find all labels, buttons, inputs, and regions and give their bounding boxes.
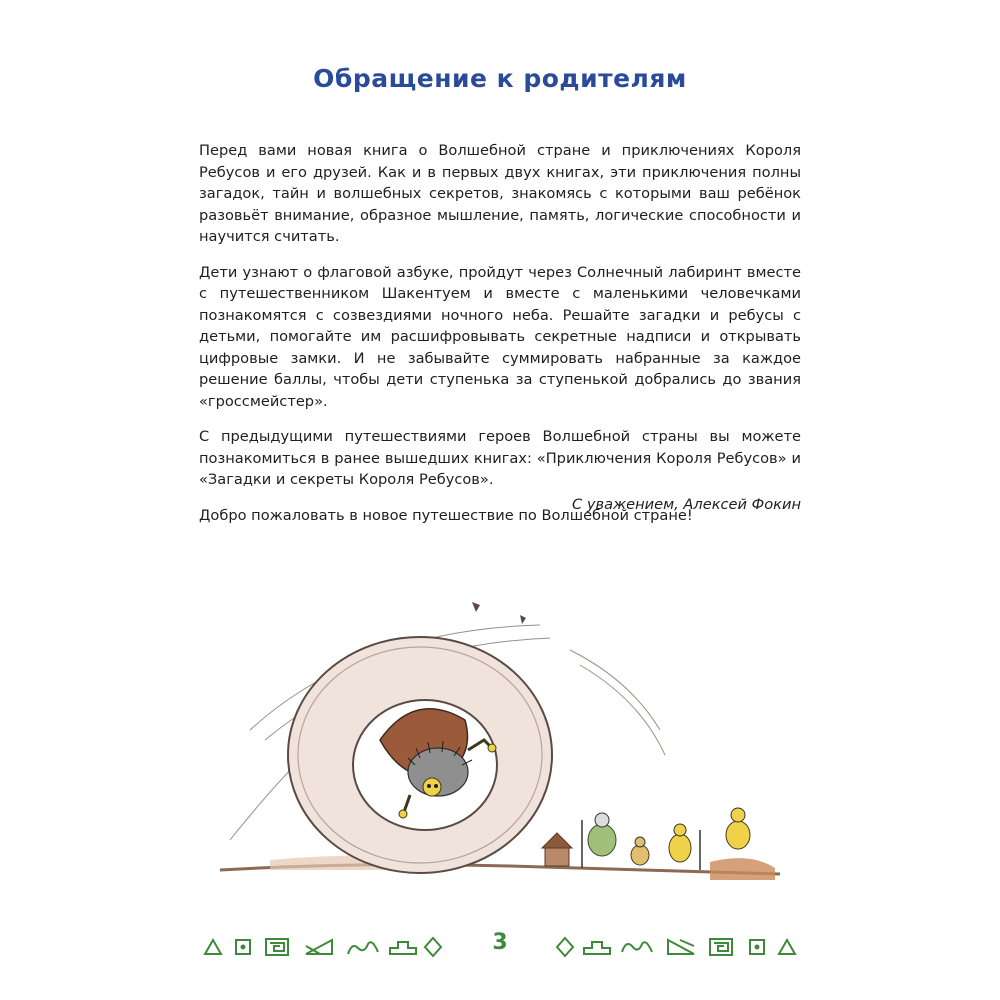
body-text (199, 140, 801, 540)
page-title: Обращение к родителям (313, 64, 687, 93)
debris-icon (472, 602, 480, 612)
illustration-rolling-wheel (210, 590, 790, 895)
signature: С уважением, Алексей Фокин (572, 496, 801, 513)
diamond-glyph (557, 938, 573, 956)
zigzag-glyph (668, 940, 694, 954)
hut-icon (542, 833, 572, 866)
paragraph-1: Перед вами новая книга о Волшебной стране и приключениях Короля Ребусов и его друзей. Как и в первых двух книгах, эти приключения полны загадок, тайн и волшебных секретов, знакомясь с которыми ваш ребёнок разовьёт внимание, образное мышление, память, логические способности и научится считать. (199, 142, 801, 245)
debris-icon (520, 615, 526, 624)
paragraph-2: Дети узнают о флаговой азбуке, пройдут через Солнечный лабиринт вместе с путешественником Шакентуем и вместе с маленькими человечками познакомятся с созвездиями ночного неба. Решайте загадки и ребусы с детьми, помогайте им расшифровывать секретные надписи и открывать цифровые замки. И не забывайте суммировать набранные за каждое решение баллы, чтобы дети ступенька за ступенькой добрались до звания «гроссмейстер». (199, 263, 801, 410)
paragraph-3: С предыдущими путешествиями героев Волшебной страны вы можете познакомиться в ранее вышедших книгах: «Приключения Короля Ребусов» и «Загадки и секреты Короля Ребусов». (199, 428, 801, 488)
diamond-glyph (425, 938, 441, 956)
page-number: 3 (492, 930, 508, 955)
blocks-glyph (390, 942, 416, 954)
triangle-glyph (205, 940, 221, 954)
paragraph-4: Добро пожаловать в новое путешествие по Волшебной стране! (199, 506, 693, 524)
blocks-glyph (584, 942, 610, 954)
hill-mound (710, 858, 775, 880)
triangle-glyph (779, 940, 795, 954)
waves-glyph (622, 942, 652, 952)
zigzag-glyph (306, 940, 332, 954)
waves-glyph (348, 942, 378, 954)
